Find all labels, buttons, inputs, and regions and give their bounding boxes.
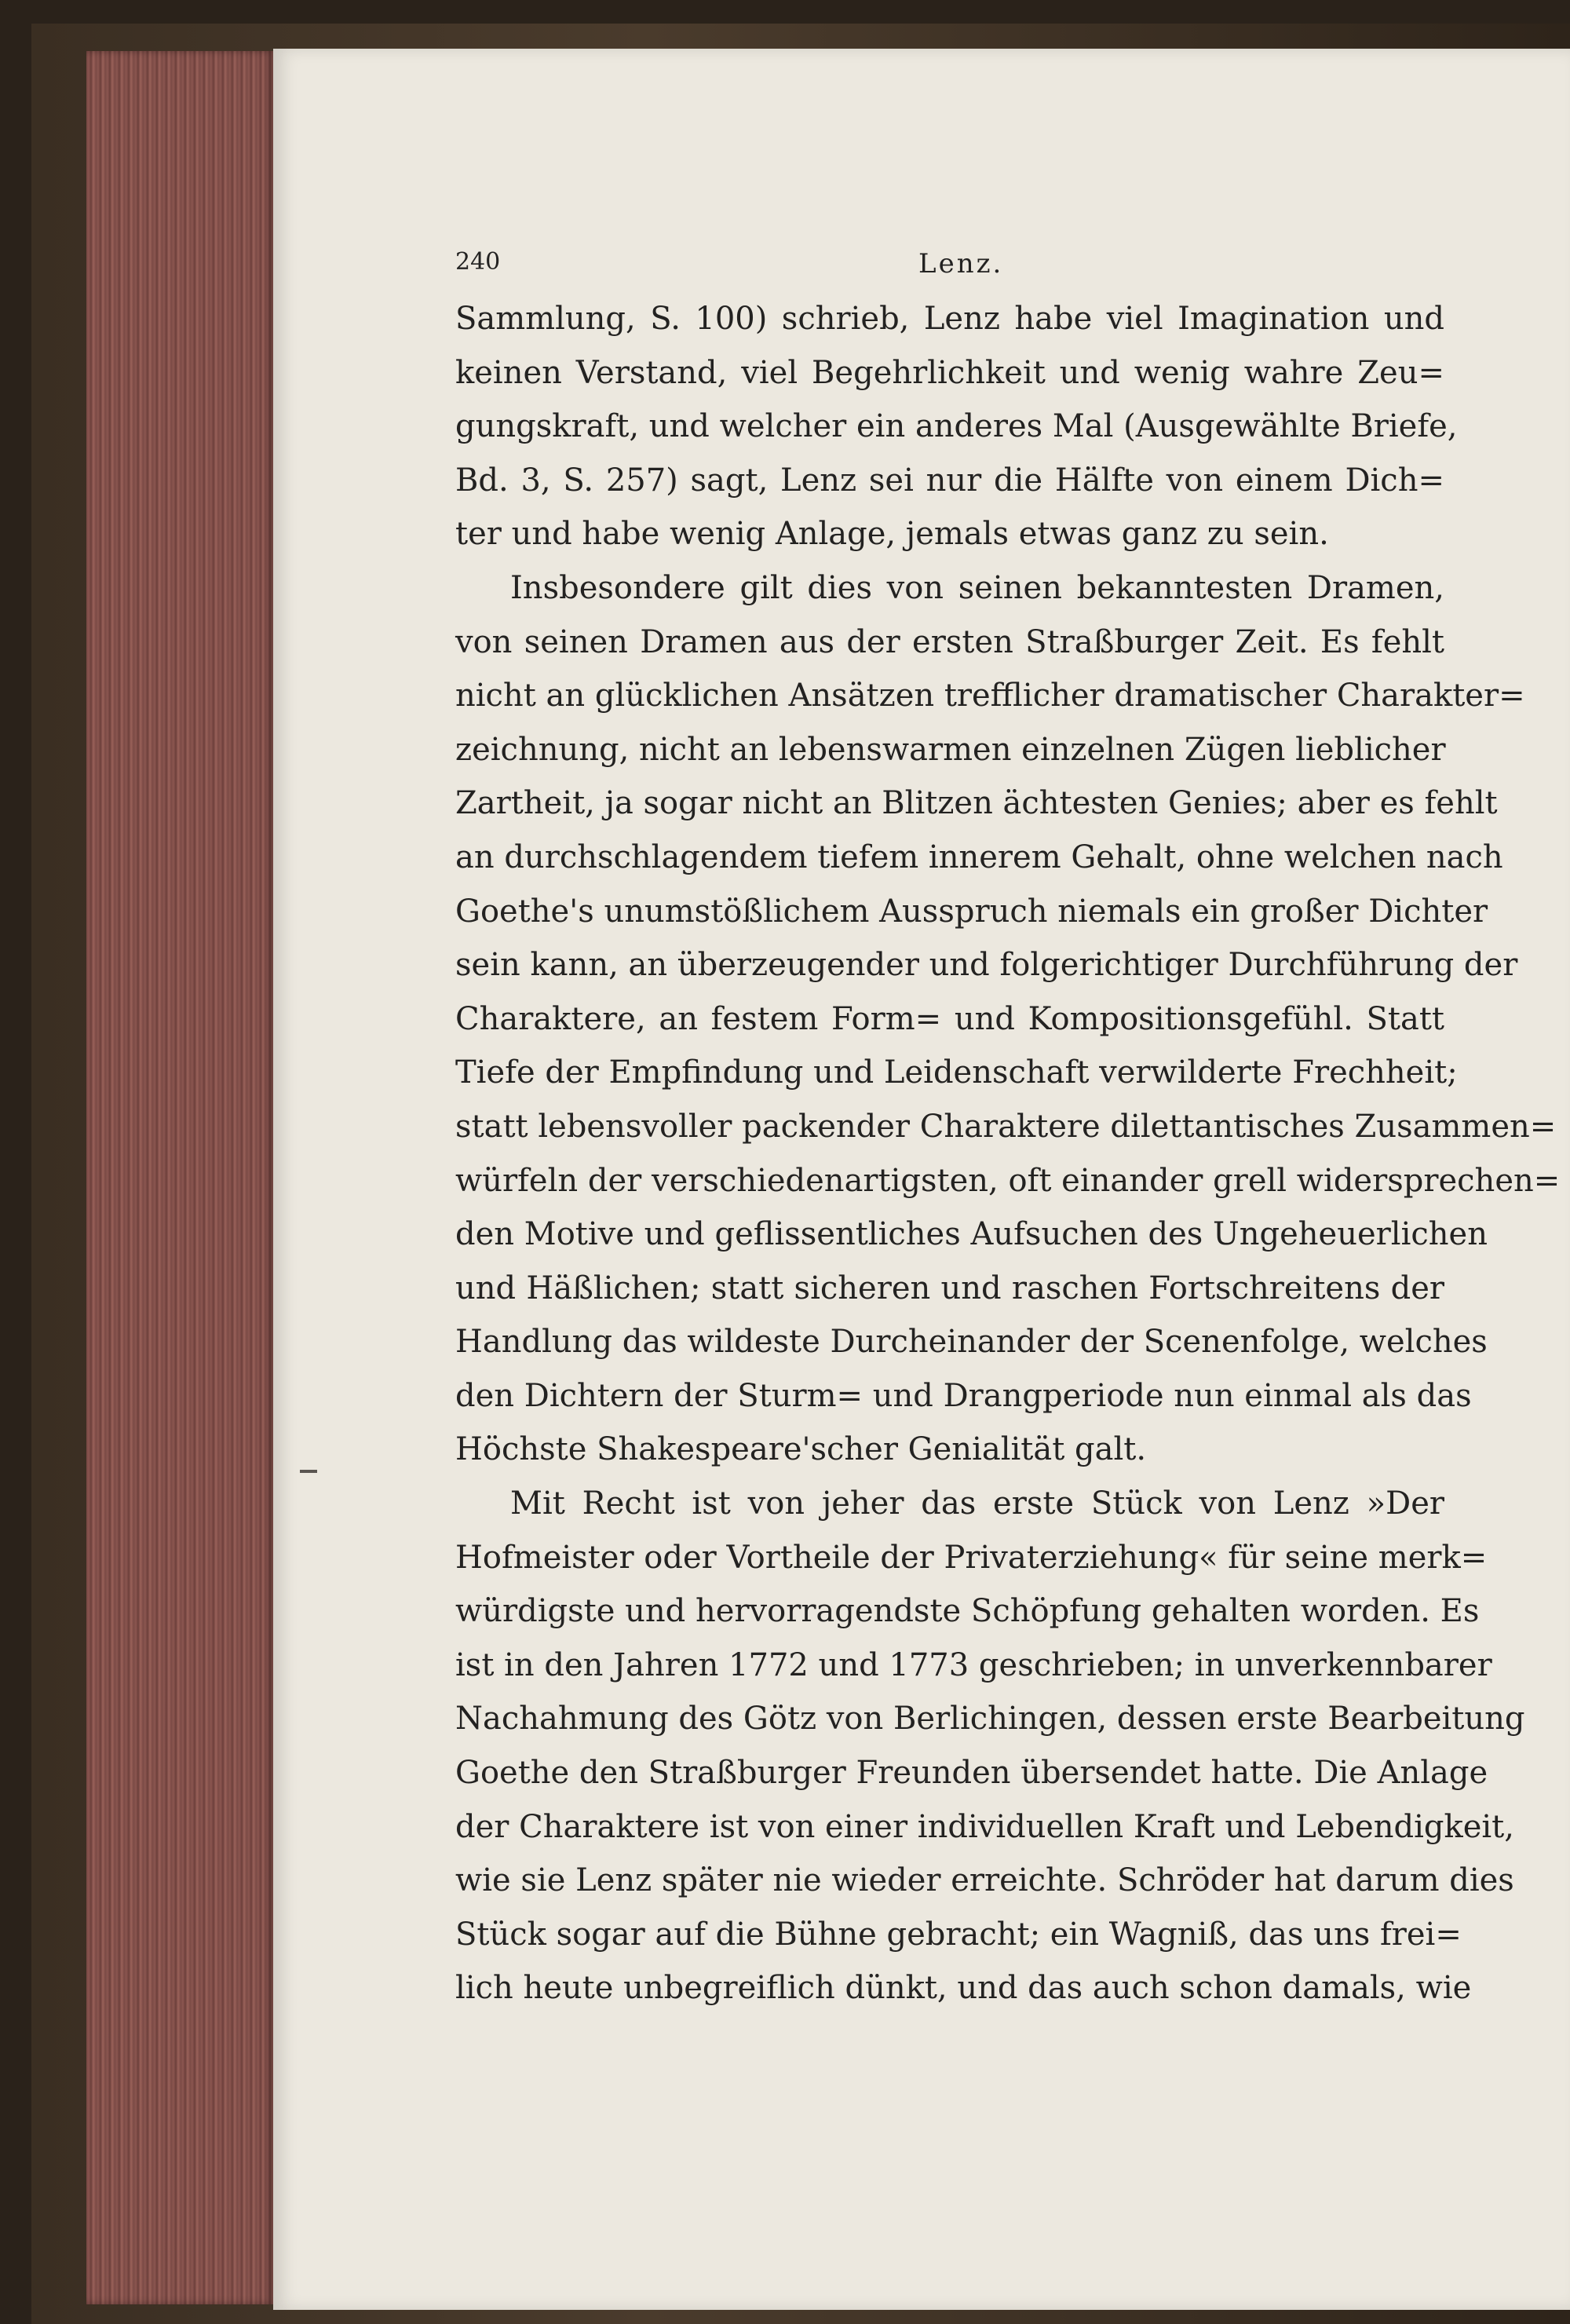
text-line: zeichnung, nicht an lebenswarmen einzelnen Zügen lieblicher: [455, 731, 1446, 768]
text-line: Goethe den Straßburger Freunden übersendet hatte. Die Anlage: [455, 1755, 1488, 1792]
text-line: der Charaktere ist von einer individuellen Kraft und Lebendigkeit,: [455, 1808, 1514, 1845]
text-line: den Motive und geflissentliches Aufsuchen des Ungeheuerlichen: [455, 1216, 1488, 1253]
text-line: ist in den Jahren 1772 und 1773 geschrieben; in unverkennbarer: [455, 1646, 1492, 1683]
text-line: würfeln der verschiedenartigsten, oft einander grell widersprechen=: [455, 1162, 1561, 1199]
text-line: an durchschlagendem tiefem innerem Gehalt, ohne welchen nach: [455, 839, 1503, 875]
text-line: Tiefe der Empfindung und Leidenschaft verwilderte Frechheit;: [455, 1054, 1458, 1091]
body-text: [455, 292, 1561, 2015]
text-line: und Häßlichen; statt sicheren und raschen Fortschreitens der: [455, 1270, 1444, 1306]
running-head: [455, 248, 1444, 292]
text-line: den Dichtern der Sturm= und Drangperiode nun einmal als das: [455, 1377, 1472, 1414]
text-line: statt lebensvoller packender Charaktere dilettantisches Zusammen=: [455, 1108, 1557, 1145]
text-line: Handlung das wildeste Durcheinander der Scenenfolge, welches: [455, 1324, 1488, 1361]
text-line: würdigste und hervorragendste Schöpfung gehalten worden. Es: [455, 1593, 1480, 1630]
text-line: Nachahmung des Götz von Berlichingen, dessen erste Bearbeitung: [455, 1701, 1525, 1738]
text-line: Hofmeister oder Vortheile der Privaterziehung« für seine merk=: [455, 1539, 1488, 1576]
text-line: Charaktere, an festem Form= und Kompositionsgefühl. Statt: [455, 1000, 1444, 1037]
page-number: 240: [455, 248, 501, 276]
page-content: [455, 248, 1561, 2015]
text-line: Sammlung, S. 100) schrieb, Lenz habe viel Imagination und: [455, 301, 1444, 337]
text-line: Goethe's unumstößlichem Ausspruch niemals ein großer Dichter: [455, 893, 1488, 930]
text-line: Mit Recht ist von jeher das erste Stück von Lenz »Der: [510, 1485, 1444, 1522]
text-line: Zartheit, ja sogar nicht an Blitzen ächtesten Genies; aber es fehlt: [455, 785, 1498, 822]
text-line: Stück sogar auf die Bühne gebracht; ein Wagniß, das uns frei=: [455, 1916, 1462, 1953]
text-line: Insbesondere gilt dies von seinen bekanntesten Dramen,: [510, 569, 1444, 606]
text-line: nicht an glücklichen Ansätzen trefflicher dramatischer Charakter=: [455, 678, 1525, 714]
text-line: wie sie Lenz später nie wieder erreichte. Schröder hat darum dies: [455, 1862, 1514, 1899]
text-line: keinen Verstand, viel Begehrlichkeit und wenig wahre Zeu=: [455, 354, 1444, 391]
text-line: Höchste Shakespeare'scher Genialität galt.: [455, 1431, 1147, 1468]
text-line: ter und habe wenig Anlage, jemals etwas ganz zu sein.: [455, 516, 1329, 553]
running-title: Lenz.: [918, 248, 1004, 280]
margin-mark: [300, 1470, 317, 1473]
text-line: lich heute unbegreiflich dünkt, und das auch schon damals, wie: [455, 1970, 1472, 2007]
text-line: gungskraft, und welcher ein anderes Mal (Ausgewählte Briefe,: [455, 408, 1458, 445]
text-line: sein kann, an überzeugender und folgerichtiger Durchführung der: [455, 947, 1518, 984]
text-line: von seinen Dramen aus der ersten Straßburger Zeit. Es fehlt: [455, 623, 1444, 660]
text-line: Bd. 3, S. 257) sagt, Lenz sei nur die Hälfte von einem Dich=: [455, 462, 1444, 499]
page-edges: [86, 51, 275, 2304]
